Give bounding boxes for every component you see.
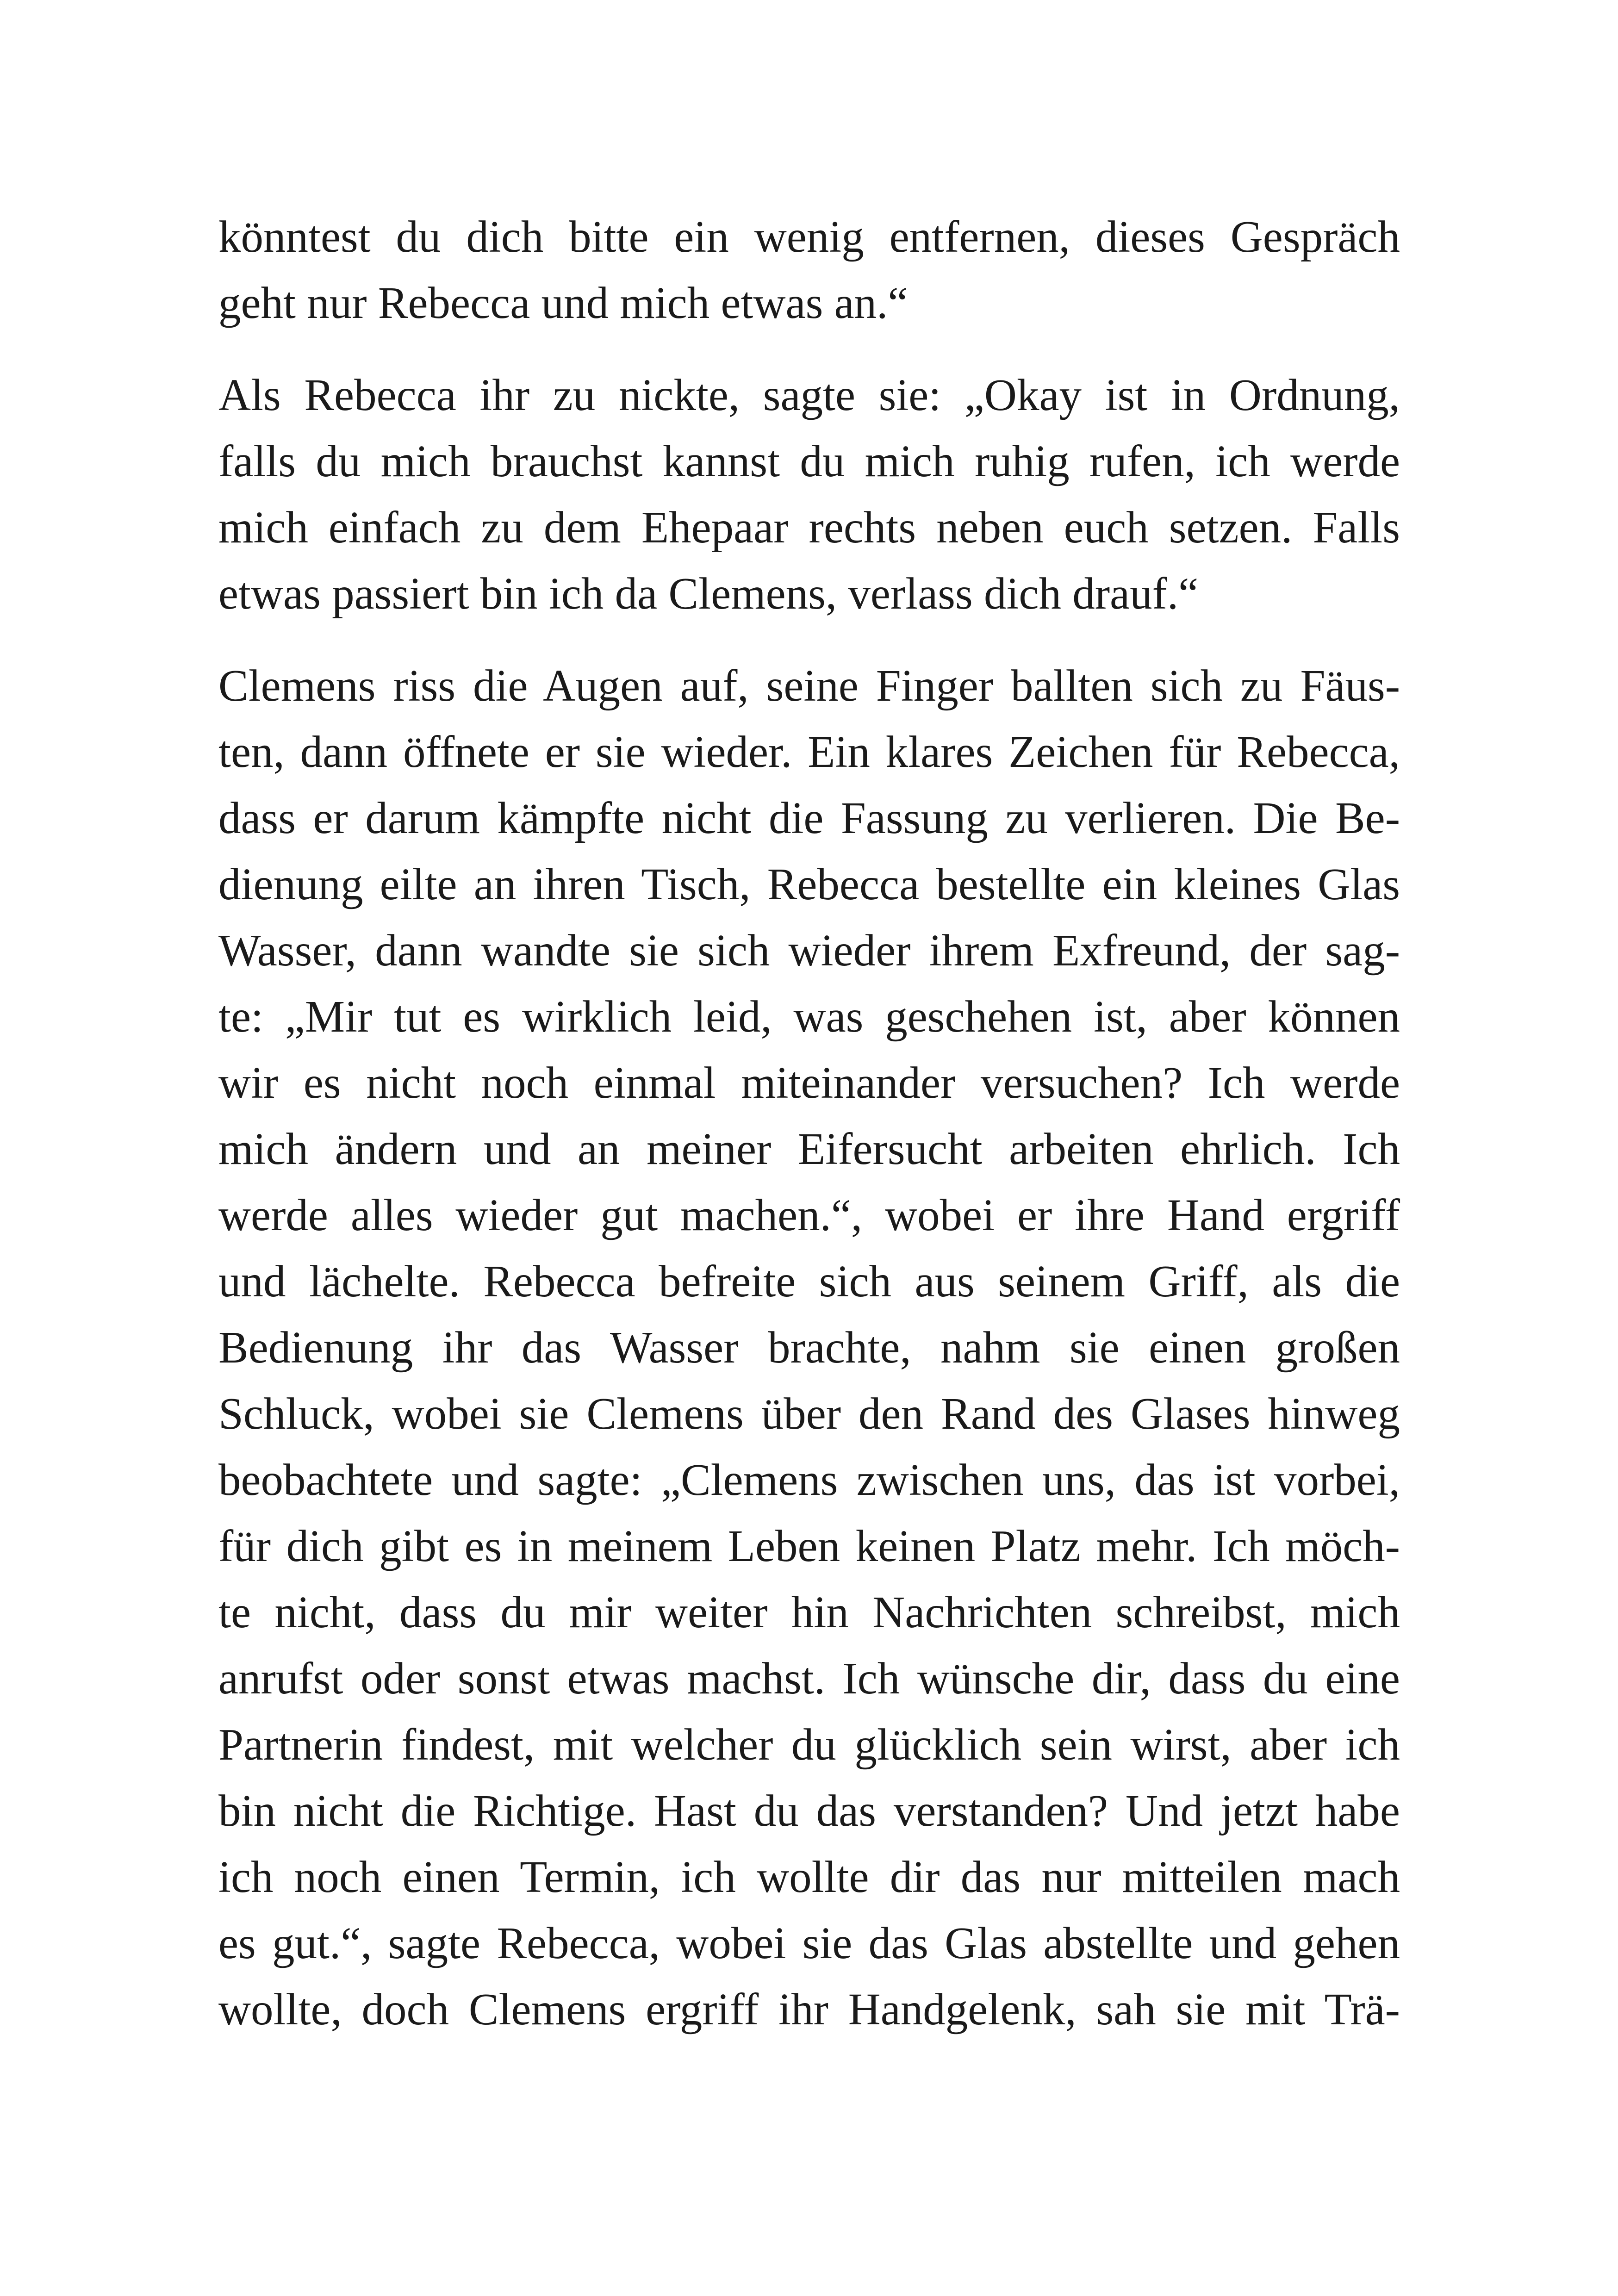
text-line: für dich gibt es in meinem Leben keinen Platz mehr. Ich möch- [218,1521,1400,1571]
paragraph-3 [218,653,1400,2042]
body-text [218,204,1400,2068]
paragraph-2 [218,362,1400,627]
text-line: Schluck, wobei sie Clemens über den Rand des Glases hinweg [218,1389,1400,1438]
text-line: Wasser, dann wandte sie sich wieder ihrem Exfreund, der sag- [218,926,1400,975]
text-line: Clemens riss die Augen auf, seine Finger ballten sich zu Fäus- [218,661,1400,710]
text-line: falls du mich brauchst kannst du mich ruhig rufen, ich werde [218,436,1400,486]
text-line: Als Rebecca ihr zu nickte, sagte sie: „Okay ist in Ordnung, [218,370,1400,420]
text-line: anrufst oder sonst etwas machst. Ich wünsche dir, dass du eine [218,1654,1400,1703]
paragraph-1 [218,204,1400,336]
text-line: wollte, doch Clemens ergriff ihr Handgelenk, sah sie mit Trä- [218,1985,1400,2034]
text-line: und lächelte. Rebecca befreite sich aus seinem Griff, als die [218,1257,1400,1306]
text-line: dass er darum kämpfte nicht die Fassung zu verlieren. Die Be- [218,793,1400,843]
text-line: Bedienung ihr das Wasser brachte, nahm sie einen großen [218,1323,1400,1372]
text-line: könntest du dich bitte ein wenig entfernen, dieses Gespräch [218,212,1400,261]
text-line: wir es nicht noch einmal miteinander versuchen? Ich werde [218,1058,1400,1108]
text-line: dienung eilte an ihren Tisch, Rebecca bestellte ein kleines Glas [218,859,1400,909]
text-line: mich ändern und an meiner Eifersucht arbeiten ehrlich. Ich [218,1124,1400,1174]
text-line: etwas passiert bin ich da Clemens, verlass dich drauf.“ [218,569,1199,618]
text-line: te: „Mir tut es wirklich leid, was geschehen ist, aber können [218,992,1400,1041]
text-line: bin nicht die Richtige. Hast du das verstanden? Und jetzt habe [218,1786,1400,1836]
text-line: beobachtete und sagte: „Clemens zwischen uns, das ist vorbei, [218,1455,1400,1505]
text-line: ich noch einen Termin, ich wollte dir das nur mitteilen mach [218,1852,1400,1902]
text-line: geht nur Rebecca und mich etwas an.“ [218,278,908,328]
text-line: mich einfach zu dem Ehepaar rechts neben euch setzen. Falls [218,503,1400,552]
text-line: te nicht, dass du mir weiter hin Nachrichten schreibst, mich [218,1587,1400,1637]
text-line: Partnerin findest, mit welcher du glücklich sein wirst, aber ich [218,1720,1400,1769]
text-line: werde alles wieder gut machen.“, wobei er ihre Hand ergriff [218,1190,1400,1240]
text-line: ten, dann öffnete er sie wieder. Ein klares Zeichen für Rebecca, [218,727,1400,777]
text-line: es gut.“, sagte Rebecca, wobei sie das Glas abstellte und gehen [218,1918,1400,1968]
